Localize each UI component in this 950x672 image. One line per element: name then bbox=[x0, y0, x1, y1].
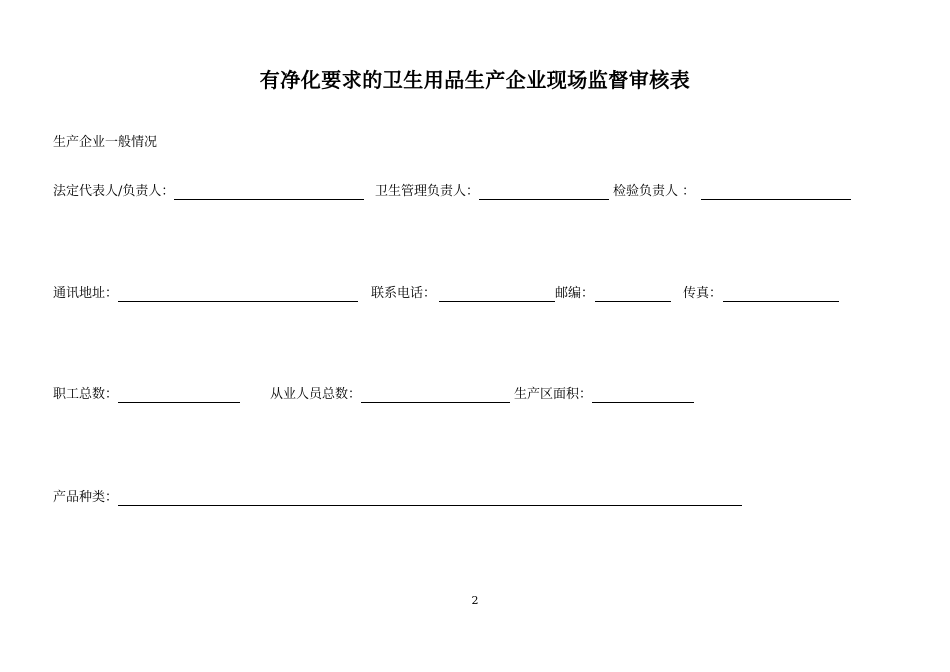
product-types-field bbox=[53, 488, 742, 508]
employees-label: 职工总数： bbox=[53, 387, 119, 402]
phone-label: 联系电话： bbox=[371, 286, 437, 301]
employees-blank[interactable] bbox=[118, 387, 240, 403]
hygiene-manager-field bbox=[375, 182, 609, 202]
section-heading: 生产企业一般情况 bbox=[53, 135, 158, 150]
product-types-blank[interactable] bbox=[118, 490, 742, 506]
fax-label: 传真： bbox=[683, 286, 723, 301]
employees-field bbox=[53, 385, 240, 405]
legal-rep-label: 法定代表人/负责人： bbox=[53, 184, 175, 199]
phone-blank[interactable] bbox=[439, 286, 555, 302]
fax-blank[interactable] bbox=[723, 286, 839, 302]
postcode-label: 邮编： bbox=[555, 286, 595, 301]
workers-blank[interactable] bbox=[361, 387, 510, 403]
postcode-blank[interactable] bbox=[595, 286, 671, 302]
phone-field bbox=[371, 284, 555, 304]
address-field bbox=[53, 284, 358, 304]
legal-rep-blank[interactable] bbox=[174, 184, 364, 200]
inspection-manager-blank[interactable] bbox=[701, 184, 851, 200]
production-area-label: 生产区面积： bbox=[514, 387, 593, 402]
hygiene-manager-label: 卫生管理负责人： bbox=[375, 184, 480, 199]
address-blank[interactable] bbox=[118, 286, 358, 302]
form-title: 有净化要求的卫生用品生产企业现场监督审核表 bbox=[259, 68, 691, 92]
page-number: 2 bbox=[471, 594, 479, 607]
inspection-manager-label: 检验负责人 ： bbox=[613, 184, 696, 199]
workers-field bbox=[270, 385, 510, 405]
fax-field bbox=[683, 284, 839, 304]
product-types-label: 产品种类： bbox=[53, 490, 119, 505]
inspection-manager-field bbox=[613, 182, 851, 202]
workers-label: 从业人员总数： bbox=[270, 387, 362, 402]
legal-rep-field bbox=[53, 182, 364, 202]
postcode-field bbox=[555, 284, 671, 304]
hygiene-manager-blank[interactable] bbox=[479, 184, 609, 200]
address-label: 通讯地址： bbox=[53, 286, 119, 301]
production-area-blank[interactable] bbox=[592, 387, 694, 403]
production-area-field bbox=[514, 385, 694, 405]
